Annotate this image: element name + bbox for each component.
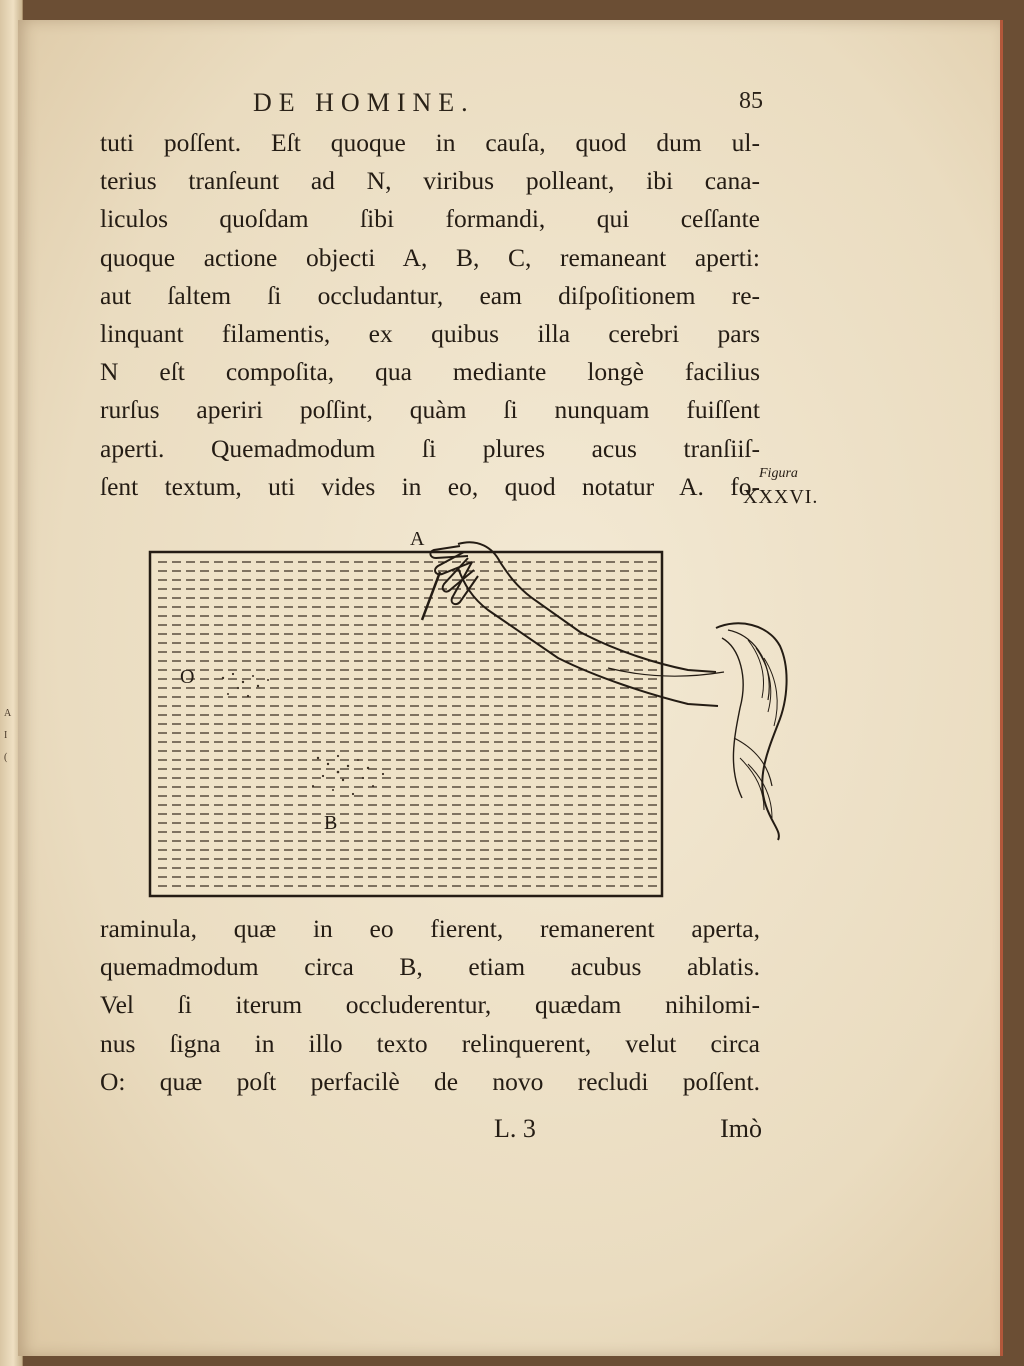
page-footer <box>494 1114 762 1154</box>
left-margin-mark: ( <box>4 752 8 763</box>
body-text-top <box>100 124 760 506</box>
text-line: ſent textum, uti vides in eo, quod notatur A. fo- <box>100 471 760 501</box>
figure-label-b: B <box>324 812 338 834</box>
body-text-bottom <box>100 910 760 1101</box>
text-line: O: quæ poſt perfacilè de novo recludi poſſent. <box>100 1066 760 1096</box>
left-margin-mark: A <box>4 708 12 719</box>
running-head: DE HOMINE. <box>253 88 475 117</box>
sleeve-hatching <box>740 640 777 818</box>
text-line: N eſt compoſita, qua mediante longè facilius <box>100 357 760 387</box>
text-line: rurſus aperiri poſſint, quàm ſi nunquam fuiſſent <box>100 395 760 425</box>
margin-note-number: XXXVI. <box>743 486 819 508</box>
figure-label-a: A <box>410 528 425 550</box>
catchword: Imò <box>720 1114 762 1143</box>
text-line: quoque actione objecti A, B, C, remaneant aperti: <box>100 242 760 272</box>
text-line: quemadmodum circa B, etiam acubus ablatis. <box>100 952 760 982</box>
woodcut-figure <box>128 528 808 904</box>
page-number: 85 <box>739 88 763 114</box>
figure-label-o: O <box>180 666 195 688</box>
woodcut-illustration <box>128 528 808 904</box>
text-line: terius tranſeunt ad N, viribus polleant, ibi cana- <box>100 166 760 196</box>
text-line: tuti poſſent. Eſt quoque in cauſa, quod dum ul- <box>100 128 760 157</box>
text-line: linquant filamentis, ex quibus illa cerebri pars <box>100 319 760 349</box>
text-line: nus ſigna in illo texto relinquerent, velut circa <box>100 1028 760 1058</box>
text-line: liculos quoſdam ſibi formandi, qui ceſſante <box>100 204 760 234</box>
left-margin-mark: I <box>4 730 8 741</box>
signature-mark: L. 3 <box>494 1114 536 1143</box>
page-header <box>253 88 763 128</box>
text-line: aperti. Quemadmodum ſi plures acus tranſiiſ- <box>100 433 760 463</box>
margin-note-figura: Figura <box>759 466 798 481</box>
text-line: raminula, quæ in eo fierent, remanerent aperta, <box>100 914 760 943</box>
text-line: Vel ſi iterum occluderentur, quædam nihilomi- <box>100 990 760 1020</box>
text-line: aut ſaltem ſi occludantur, eam diſpoſitionem re- <box>100 280 760 310</box>
